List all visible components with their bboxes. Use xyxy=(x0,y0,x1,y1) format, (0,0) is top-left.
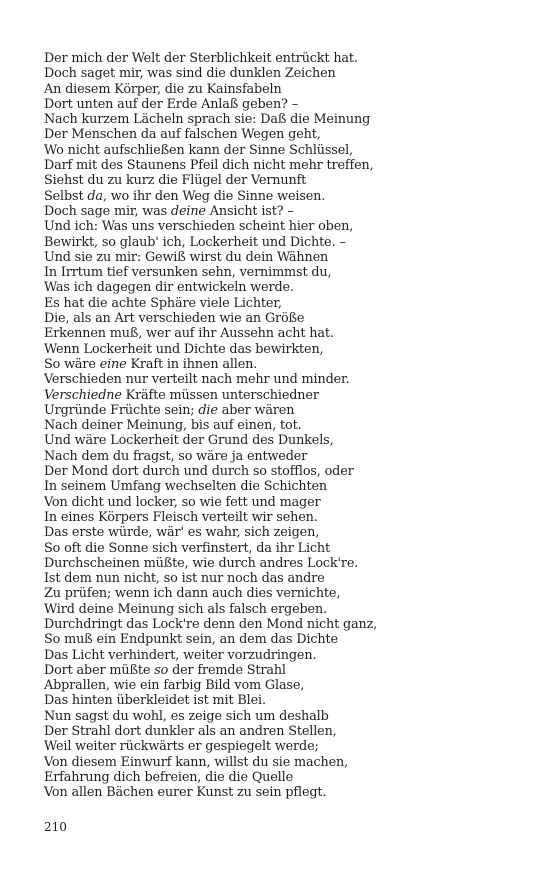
verse-text: Wird deine Meinung sich als falsch ergeben. xyxy=(44,601,327,617)
verse-line xyxy=(44,648,524,663)
verse-line xyxy=(44,112,524,127)
verse-line xyxy=(44,51,524,66)
verse-line xyxy=(44,342,524,357)
verse-text: Kraft in ihnen allen. xyxy=(126,356,258,372)
verse-line xyxy=(44,265,524,280)
verse-text: Wenn Lockerheit und Dichte das bewirkten, xyxy=(44,341,324,357)
emphasized-text: die xyxy=(198,402,218,418)
verse-line xyxy=(44,127,524,142)
verse-line xyxy=(44,693,524,708)
verse-line xyxy=(44,739,524,754)
verse-text: Durchdringt das Lock're denn den Mond nicht ganz, xyxy=(44,616,378,632)
verse-text: So wäre xyxy=(44,356,100,372)
verse-text: Die, als an Art verschieden wie an Größe xyxy=(44,311,305,327)
verse-line xyxy=(44,586,524,601)
poem-text xyxy=(44,51,524,801)
verse-line xyxy=(44,250,524,265)
verse-text: Und sie zu mir: Gewiß wirst du dein Wähnen xyxy=(44,249,329,265)
emphasized-text: so xyxy=(154,662,169,678)
verse-text: Und wäre Lockerheit der Grund des Dunkels, xyxy=(44,433,334,449)
verse-text: So muß ein Endpunkt sein, an dem das Dichte xyxy=(44,632,338,648)
verse-text: Dort unten auf der Erde Anlaß geben? – xyxy=(44,96,298,112)
verse-text: Von diesem Einwurf kann, willst du sie machen, xyxy=(44,754,349,770)
verse-line xyxy=(44,158,524,173)
verse-text: Das hinten überkleidet ist mit Blei. xyxy=(44,693,266,709)
verse-line xyxy=(44,770,524,785)
verse-text: Zu prüfen; wenn ich dann auch dies vernichte, xyxy=(44,586,341,602)
verse-text: Erkennen muß, wer auf ihr Aussehn acht hat. xyxy=(44,326,334,342)
verse-text: An diesem Körper, die zu Kainsfabeln xyxy=(44,81,282,97)
verse-line xyxy=(44,296,524,311)
verse-text: Ist dem nun nicht, so ist nur noch das andre xyxy=(44,571,325,587)
verse-text: Darf mit des Staunens Pfeil dich nicht mehr treffen, xyxy=(44,158,374,174)
verse-line xyxy=(44,418,524,433)
verse-line xyxy=(44,204,524,219)
verse-text: Ansicht ist? – xyxy=(205,203,294,219)
emphasized-text: eine xyxy=(99,356,127,372)
verse-text: Kräfte müssen unterschiedner xyxy=(121,387,319,403)
verse-text: So oft die Sonne sich verfinstert, da ihr Licht xyxy=(44,540,331,556)
verse-line xyxy=(44,82,524,97)
verse-text: Abprallen, wie ein farbig Bild vom Glase, xyxy=(44,678,305,694)
verse-line xyxy=(44,724,524,739)
verse-text: Von allen Bächen eurer Kunst zu sein pflegt. xyxy=(44,785,327,801)
verse-text: Der Strahl dort dunkler als an andren Stellen, xyxy=(44,724,337,740)
verse-text: Weil weiter rückwärts er gespiegelt werde; xyxy=(44,739,319,755)
verse-text: Wo nicht aufschließen kann der Sinne Schlüssel, xyxy=(44,142,353,158)
verse-text: Nach kurzem Lächeln sprach sie: Daß die Meinung xyxy=(44,112,371,128)
verse-text: Das erste würde, wär' es wahr, sich zeigen, xyxy=(44,525,320,541)
verse-line xyxy=(44,189,524,204)
verse-line xyxy=(44,372,524,387)
verse-text: Von dicht und locker, so wie fett und mager xyxy=(44,494,321,510)
verse-text: Urgründe Früchte sein; xyxy=(44,402,199,418)
emphasized-text: Verschiedne xyxy=(44,387,122,403)
verse-line xyxy=(44,495,524,510)
verse-text: Doch saget mir, was sind die dunklen Zeichen xyxy=(44,66,336,82)
verse-line xyxy=(44,678,524,693)
verse-line xyxy=(44,143,524,158)
verse-line xyxy=(44,541,524,556)
verse-line xyxy=(44,571,524,586)
verse-text: Nach dem du fragst, so wäre ja entweder xyxy=(44,448,308,464)
emphasized-text: da xyxy=(87,188,103,204)
verse-text: Nach deiner Meinung, bis auf einen, tot. xyxy=(44,418,302,434)
verse-text: Selbst xyxy=(44,188,88,204)
verse-line xyxy=(44,663,524,678)
page-number: 210 xyxy=(44,820,67,834)
verse-line xyxy=(44,755,524,770)
verse-line xyxy=(44,311,524,326)
verse-line xyxy=(44,479,524,494)
verse-line xyxy=(44,326,524,341)
verse-text: , wo ihr den Weg die Sinne weisen. xyxy=(102,188,326,204)
verse-text: aber wären xyxy=(217,402,295,418)
verse-line xyxy=(44,632,524,647)
verse-line xyxy=(44,602,524,617)
verse-text: Und ich: Was uns verschieden scheint hier oben, xyxy=(44,219,354,235)
verse-text: Erfahrung dich befreien, die die Quelle xyxy=(44,769,293,785)
verse-line xyxy=(44,173,524,188)
verse-line xyxy=(44,433,524,448)
verse-line xyxy=(44,403,524,418)
verse-line xyxy=(44,464,524,479)
verse-line xyxy=(44,525,524,540)
verse-text: Dort aber müßte xyxy=(44,662,155,678)
verse-text: Durchscheinen müßte, wie durch andres Lock're. xyxy=(44,555,359,571)
verse-text: Bewirkt, so glaub' ich, Lockerheit und Dichte. – xyxy=(44,234,346,250)
verse-text: Nun sagst du wohl, es zeige sich um deshalb xyxy=(44,708,329,724)
verse-text: Das Licht verhindert, weiter vorzudringen. xyxy=(44,647,317,663)
verse-line xyxy=(44,280,524,295)
verse-text: Was ich dagegen dir entwickeln werde. xyxy=(44,280,294,296)
emphasized-text: deine xyxy=(170,203,206,219)
verse-text: In eines Körpers Fleisch verteilt wir sehen. xyxy=(44,509,318,525)
verse-line xyxy=(44,235,524,250)
verse-text: In Irrtum tief versunken sehn, vernimmst du, xyxy=(44,265,332,281)
verse-line xyxy=(44,617,524,632)
verse-line xyxy=(44,97,524,112)
verse-line xyxy=(44,785,524,800)
verse-text: In seinem Umfang wechselten die Schichten xyxy=(44,479,328,495)
verse-line xyxy=(44,219,524,234)
verse-text: Siehst du zu kurz die Flügel der Vernunft xyxy=(44,173,307,189)
verse-line xyxy=(44,449,524,464)
verse-line xyxy=(44,388,524,403)
verse-line xyxy=(44,709,524,724)
verse-line xyxy=(44,66,524,81)
verse-line xyxy=(44,510,524,525)
verse-text: Verschieden nur verteilt nach mehr und minder. xyxy=(44,372,350,388)
verse-text: Der mich der Welt der Sterblichkeit entrückt hat. xyxy=(44,51,358,66)
verse-line xyxy=(44,357,524,372)
verse-line xyxy=(44,556,524,571)
verse-text: Der Menschen da auf falschen Wegen geht, xyxy=(44,127,321,143)
verse-text: Der Mond dort durch und durch so stofflos, oder xyxy=(44,464,354,480)
verse-text: der fremde Strahl xyxy=(168,662,286,678)
verse-text: Doch sage mir, was xyxy=(44,203,171,219)
verse-text: Es hat die achte Sphäre viele Lichter, xyxy=(44,295,282,311)
